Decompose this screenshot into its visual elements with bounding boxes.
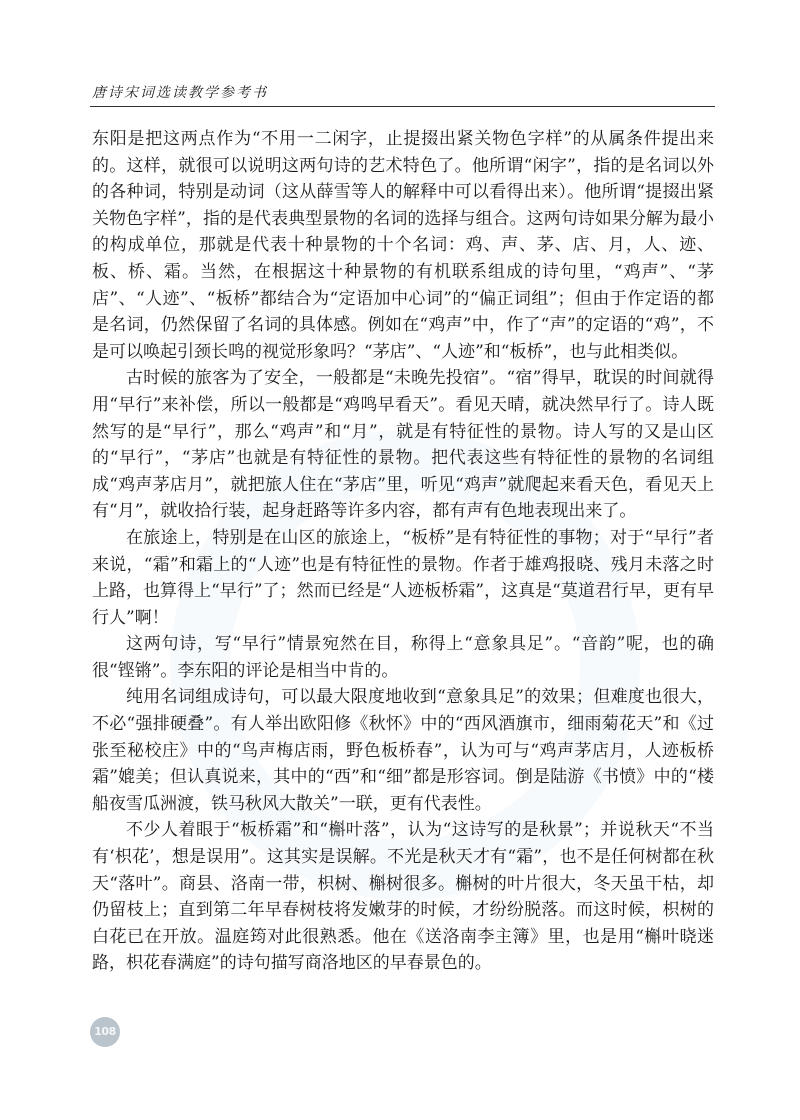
paragraph: 在旅途上，特别是在山区的旅途上，“板桥”是有特征性的事物；对于“早行”者来说，“霜”和霜上的“人迹”也是有特征性的景物。作者于雄鸡报晓、残月未落之时上路，也算得上“早行”了；然而已经是“人迹板桥霜”，这真是“莫道君行早，更有早行人”啊！ (92, 527, 714, 628)
paragraph: 不少人着眼于“板桥霜”和“槲叶落”，认为“这诗写的是秋景”；并说秋天“不当有‘枳花’，想是误用”。这其实是误解。不光是秋天才有“霜”，也不是任何树都在秋天“落叶”。商县、洛南一带，枳树、槲树很多。槲树的叶片很大，冬天虽干枯，却仍留枝上；直到第二年早春树枝将发嫩芽的时候，才纷纷脱落。而这时候，枳树的白花已在开放。温庭筠对此很熟悉。他在《送洛南李主簿》里，也是用“槲叶晓迷路，枳花春满庭”的诗句描写商洛地区的早春景色的。 (92, 820, 714, 974)
running-header: 唐诗宋词选读教学参考书 (92, 85, 268, 101)
paragraph: 古时候的旅客为了安全，一般都是“未晚先投宿”。“宿”得早，耽误的时间就得用“早行”来补偿，所以一般都是“鸡鸣早看天”。看见天晴，就决然早行了。诗人既然写的是“早行”，那么“鸡声”和“月”，就是有特征性的景物。诗人写的又是山区的“早行”，“茅店”也就是有特征性的景物。把代表这些有特征性的景物的名词组成“鸡声茅店月”，就把旅人住在“茅店”里，听见“鸡声”就爬起来看天色，看见天上有“月”，就收拾行装，起身赶路等许多内容，都有声有色地表现出来了。 (92, 368, 714, 522)
page-number-badge: 108 (90, 1017, 120, 1047)
paragraph: 东阳是把这两点作为“不用一二闲字，止提掇出紧关物色字样”的从属条件提出来的。这样，就很可以说明这两句诗的艺术特色了。他所谓“闲字”，指的是名词以外的各种词，特别是动词（这从薛雪等人的解释中可以看得出来）。他所谓“提掇出紧关物色字样”，指的是代表典型景物的名词的选择与组合。这两句诗如果分解为最小的构成单位，那就是代表十种景物的十个名词：鸡、声、茅、店、月，人、迹、板、桥、霜。当然，在根据这十种景物的有机联系组成的诗句里，“鸡声”、“茅店”、“人迹”、“板桥”都结合为“定语加中心词”的“偏正词组”；但由于作定语的都是名词，仍然保留了名词的具体感。例如在“鸡声”中，作了“声”的定语的“鸡”，不是可以唤起引颈长鸣的视觉形象吗？“茅店”、“人迹”和“板桥”，也与此相类似。 (92, 129, 714, 362)
paragraph: 这两句诗，写“早行”情景宛然在目，称得上“意象具足”。“音韵”呢，也的确很“铿锵”。李东阳的评论是相当中肯的。 (92, 634, 714, 681)
header-rule (90, 106, 715, 107)
body-text (92, 126, 714, 977)
paragraph: 纯用名词组成诗句，可以最大限度地收到“意象具足”的效果；但难度也很大，不必“强排硬叠”。有人举出欧阳修《秋怀》中的“西风酒旗市，细雨菊花天”和《过张至秘校庄》中的“鸟声梅店雨，野色板桥春”，认为可与“鸡声茅店月，人迹板桥霜”媲美；但认真说来，其中的“西”和“细”都是形容词。倒是陆游《书愤》中的“楼船夜雪瓜洲渡，铁马秋风大散关”一联，更有代表性。 (92, 687, 714, 814)
